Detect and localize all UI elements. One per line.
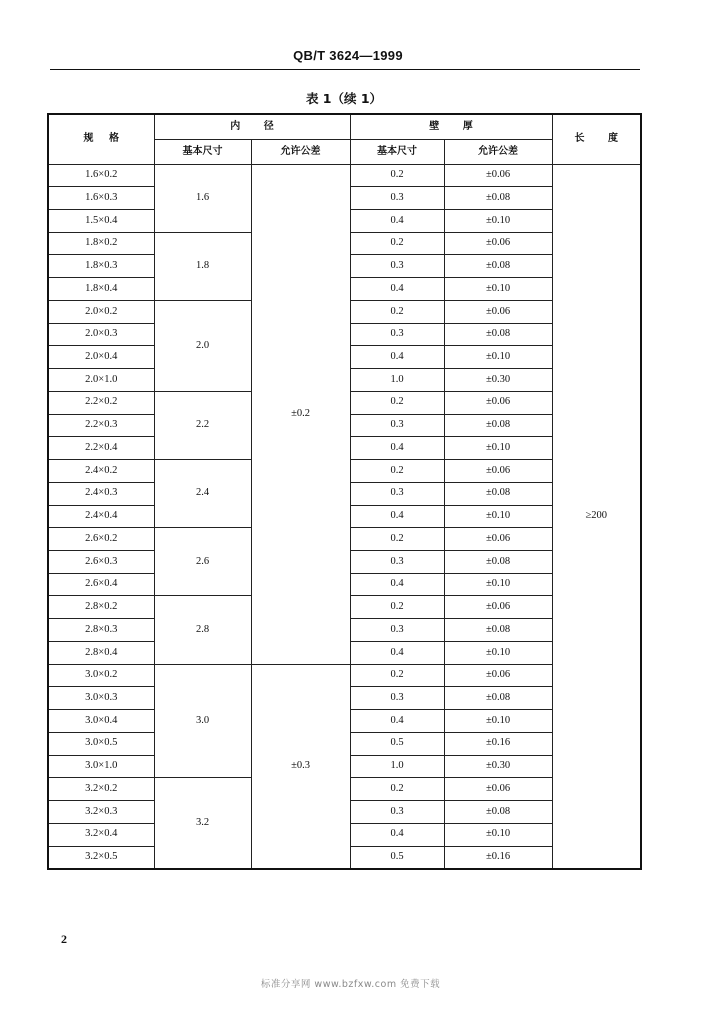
spec-cell: 2.2×0.4 bbox=[48, 437, 154, 460]
wall-basic-size-cell: 0.2 bbox=[350, 300, 444, 323]
wall-basic-size-cell: 0.4 bbox=[350, 278, 444, 301]
wall-thickness-header: 壁 厚 bbox=[350, 114, 552, 139]
length-value-cell: ≥200 bbox=[552, 164, 641, 869]
wall-tolerance-cell: ±0.06 bbox=[444, 460, 552, 483]
wall-tolerance-cell: ±0.10 bbox=[444, 641, 552, 664]
wall-tolerance-cell: ±0.08 bbox=[444, 550, 552, 573]
standard-number-header: QB/T 3624—1999 bbox=[293, 48, 403, 63]
wall-basic-size-cell: 0.2 bbox=[350, 664, 444, 687]
spec-cell: 3.0×0.3 bbox=[48, 687, 154, 710]
spec-cell: 2.0×1.0 bbox=[48, 369, 154, 392]
wall-basic-size-cell: 0.2 bbox=[350, 528, 444, 551]
inner-basic-size-cell: 1.6 bbox=[154, 164, 251, 232]
spec-column-header: 规 格 bbox=[48, 114, 154, 164]
wall-tolerance-cell: ±0.08 bbox=[444, 482, 552, 505]
inner-tolerance-header: 允许公差 bbox=[251, 139, 350, 164]
wall-tolerance-cell: ±0.10 bbox=[444, 209, 552, 232]
table-body bbox=[48, 164, 641, 869]
spec-cell: 3.0×0.4 bbox=[48, 710, 154, 733]
spec-cell: 3.2×0.2 bbox=[48, 778, 154, 801]
wall-tolerance-cell: ±0.06 bbox=[444, 391, 552, 414]
wall-basic-size-cell: 0.4 bbox=[350, 641, 444, 664]
footer-watermark: 标准分享网 www.bzfxw.com 免费下载 bbox=[260, 979, 441, 990]
wall-basic-size-header: 基本尺寸 bbox=[350, 139, 444, 164]
wall-basic-size-cell: 1.0 bbox=[350, 755, 444, 778]
inner-basic-size-cell: 2.2 bbox=[154, 391, 251, 459]
spec-cell: 1.6×0.3 bbox=[48, 187, 154, 210]
spec-cell: 2.8×0.3 bbox=[48, 619, 154, 642]
wall-basic-size-cell: 0.2 bbox=[350, 596, 444, 619]
spec-cell: 1.5×0.4 bbox=[48, 209, 154, 232]
wall-basic-size-cell: 0.3 bbox=[350, 323, 444, 346]
inner-basic-size-header: 基本尺寸 bbox=[154, 139, 251, 164]
spec-cell: 2.8×0.4 bbox=[48, 641, 154, 664]
spec-cell: 3.2×0.5 bbox=[48, 846, 154, 869]
spec-cell: 3.2×0.3 bbox=[48, 801, 154, 824]
spec-cell: 2.0×0.3 bbox=[48, 323, 154, 346]
wall-tolerance-cell: ±0.08 bbox=[444, 323, 552, 346]
wall-tolerance-cell: ±0.10 bbox=[444, 437, 552, 460]
wall-tolerance-cell: ±0.30 bbox=[444, 369, 552, 392]
wall-basic-size-cell: 0.3 bbox=[350, 619, 444, 642]
spec-cell: 3.0×0.2 bbox=[48, 664, 154, 687]
wall-basic-size-cell: 0.4 bbox=[350, 505, 444, 528]
inner-basic-size-cell: 3.0 bbox=[154, 664, 251, 778]
wall-basic-size-cell: 0.4 bbox=[350, 437, 444, 460]
header-rule bbox=[50, 69, 640, 70]
wall-tolerance-cell: ±0.10 bbox=[444, 505, 552, 528]
table-row bbox=[48, 164, 641, 187]
wall-basic-size-cell: 0.3 bbox=[350, 187, 444, 210]
length-column-header: 长 度 bbox=[552, 114, 641, 164]
wall-tolerance-cell: ±0.10 bbox=[444, 278, 552, 301]
wall-tolerance-cell: ±0.08 bbox=[444, 687, 552, 710]
wall-basic-size-cell: 0.3 bbox=[350, 550, 444, 573]
wall-tolerance-cell: ±0.08 bbox=[444, 619, 552, 642]
table-title: 表 1（续 1） bbox=[305, 91, 383, 106]
wall-basic-size-cell: 0.3 bbox=[350, 687, 444, 710]
spec-cell: 2.0×0.2 bbox=[48, 300, 154, 323]
wall-basic-size-cell: 0.4 bbox=[350, 346, 444, 369]
wall-basic-size-cell: 0.4 bbox=[350, 823, 444, 846]
wall-tolerance-cell: ±0.08 bbox=[444, 414, 552, 437]
spec-cell: 2.8×0.2 bbox=[48, 596, 154, 619]
spec-cell: 2.4×0.4 bbox=[48, 505, 154, 528]
wall-basic-size-cell: 0.5 bbox=[350, 732, 444, 755]
wall-basic-size-cell: 0.3 bbox=[350, 414, 444, 437]
spec-cell: 3.2×0.4 bbox=[48, 823, 154, 846]
wall-tolerance-cell: ±0.16 bbox=[444, 846, 552, 869]
inner-basic-size-cell: 2.6 bbox=[154, 528, 251, 596]
inner-basic-size-cell: 3.2 bbox=[154, 778, 251, 869]
spec-cell: 3.0×1.0 bbox=[48, 755, 154, 778]
wall-basic-size-cell: 0.4 bbox=[350, 209, 444, 232]
wall-tolerance-cell: ±0.08 bbox=[444, 255, 552, 278]
header-row-main bbox=[48, 114, 641, 139]
wall-tolerance-header: 允许公差 bbox=[444, 139, 552, 164]
wall-basic-size-cell: 0.2 bbox=[350, 391, 444, 414]
specification-table bbox=[47, 113, 642, 870]
spec-cell: 2.2×0.2 bbox=[48, 391, 154, 414]
spec-cell: 1.8×0.3 bbox=[48, 255, 154, 278]
spec-cell: 2.6×0.3 bbox=[48, 550, 154, 573]
spec-cell: 3.0×0.5 bbox=[48, 732, 154, 755]
spec-cell: 1.6×0.2 bbox=[48, 164, 154, 187]
wall-basic-size-cell: 0.2 bbox=[350, 460, 444, 483]
spec-cell: 1.8×0.4 bbox=[48, 278, 154, 301]
spec-cell: 2.2×0.3 bbox=[48, 414, 154, 437]
wall-tolerance-cell: ±0.08 bbox=[444, 801, 552, 824]
spec-cell: 2.0×0.4 bbox=[48, 346, 154, 369]
wall-basic-size-cell: 0.2 bbox=[350, 164, 444, 187]
wall-tolerance-cell: ±0.06 bbox=[444, 232, 552, 255]
inner-diameter-header: 内 径 bbox=[154, 114, 350, 139]
wall-tolerance-cell: ±0.10 bbox=[444, 710, 552, 733]
spec-cell: 1.8×0.2 bbox=[48, 232, 154, 255]
inner-basic-size-cell: 2.0 bbox=[154, 300, 251, 391]
wall-tolerance-cell: ±0.30 bbox=[444, 755, 552, 778]
wall-tolerance-cell: ±0.16 bbox=[444, 732, 552, 755]
table-header bbox=[48, 114, 641, 164]
wall-tolerance-cell: ±0.06 bbox=[444, 596, 552, 619]
wall-tolerance-cell: ±0.06 bbox=[444, 664, 552, 687]
wall-tolerance-cell: ±0.06 bbox=[444, 778, 552, 801]
wall-basic-size-cell: 0.3 bbox=[350, 255, 444, 278]
wall-basic-size-cell: 0.3 bbox=[350, 801, 444, 824]
wall-basic-size-cell: 1.0 bbox=[350, 369, 444, 392]
wall-basic-size-cell: 0.2 bbox=[350, 778, 444, 801]
spec-cell: 2.4×0.2 bbox=[48, 460, 154, 483]
wall-basic-size-cell: 0.5 bbox=[350, 846, 444, 869]
spec-cell: 2.6×0.2 bbox=[48, 528, 154, 551]
inner-tolerance-cell: ±0.2 bbox=[251, 164, 350, 664]
wall-tolerance-cell: ±0.06 bbox=[444, 528, 552, 551]
wall-basic-size-cell: 0.4 bbox=[350, 573, 444, 596]
spec-cell: 2.4×0.3 bbox=[48, 482, 154, 505]
wall-tolerance-cell: ±0.10 bbox=[444, 346, 552, 369]
wall-tolerance-cell: ±0.06 bbox=[444, 300, 552, 323]
wall-basic-size-cell: 0.4 bbox=[350, 710, 444, 733]
wall-tolerance-cell: ±0.10 bbox=[444, 573, 552, 596]
inner-basic-size-cell: 2.8 bbox=[154, 596, 251, 664]
wall-tolerance-cell: ±0.06 bbox=[444, 164, 552, 187]
wall-basic-size-cell: 0.3 bbox=[350, 482, 444, 505]
inner-tolerance-cell: ±0.3 bbox=[251, 664, 350, 869]
inner-basic-size-cell: 2.4 bbox=[154, 460, 251, 528]
wall-basic-size-cell: 0.2 bbox=[350, 232, 444, 255]
inner-basic-size-cell: 1.8 bbox=[154, 232, 251, 300]
spec-cell: 2.6×0.4 bbox=[48, 573, 154, 596]
wall-tolerance-cell: ±0.08 bbox=[444, 187, 552, 210]
wall-tolerance-cell: ±0.10 bbox=[444, 823, 552, 846]
page-number: 2 bbox=[61, 932, 67, 946]
